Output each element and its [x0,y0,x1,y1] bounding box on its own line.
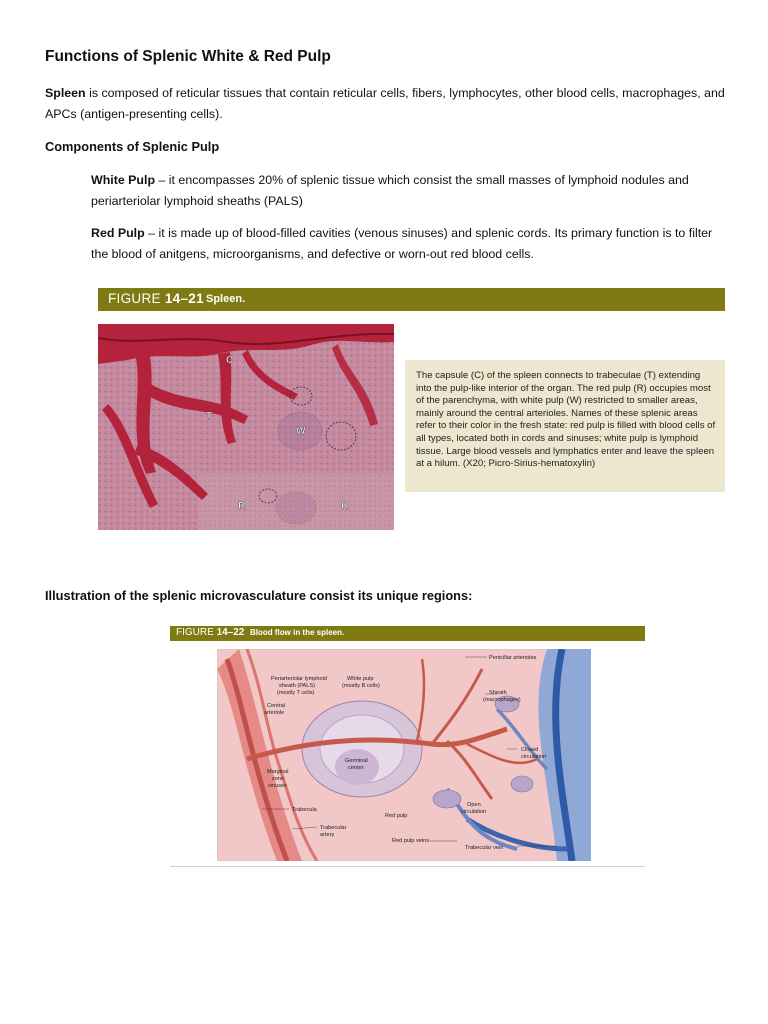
intro-lead: Spleen [45,86,86,100]
illustration-heading: Illustration of the splenic microvasculature consist its unique regions: [45,588,473,603]
label-marginal-3: sinuses [268,783,287,789]
label-pals-2: sheath (PALS) [279,683,315,689]
figure-14-21-number: FIGURE 14–21 [108,291,204,306]
micro-label-c: C [226,355,234,366]
label-red-pulp-veins: Red pulp veins [392,838,430,844]
red-pulp-item [91,223,731,265]
label-germinal-2: center [348,765,364,771]
white-pulp-term: White Pulp [91,173,156,187]
red-pulp-term: Red Pulp [91,226,145,240]
figure-14-21-header [98,288,725,311]
micro-label-r2: R [341,501,349,512]
label-pals-1: Periarteriolar lymphoid [271,676,327,682]
label-germinal-1: Germinal [345,758,368,764]
blood-flow-illustration [217,649,591,861]
label-marginal-2: zone [272,776,285,782]
label-central-1: Central [267,703,286,709]
label-trabecular-vein: Trabecular vein [465,845,504,851]
label-white-pulp-2: (mostly B cells) [342,683,380,689]
label-trabecular-artery-2: artery [320,832,335,838]
label-central-2: arteriole [264,710,285,716]
red-pulp-text: – it is made up of blood-filled cavities (venous sinuses) and splenic cords. Its primary function is to filter the blood of anitgens, microorganisms, and defective or worn-out red blood cells. [91,226,713,261]
white-pulp-item [91,170,731,212]
figure-14-22-number: FIGURE 14–22 [176,627,245,638]
figure-14-22-header [170,626,645,641]
label-open-1: Open [467,802,481,808]
micro-label-w: W [296,426,306,437]
label-open-2: circulation [461,809,487,815]
document-title: Functions of Splenic White & Red Pulp [45,48,331,65]
figure-14-22-title: Blood flow in the spleen. [250,628,345,637]
figure-14-21-caption-box [405,360,725,492]
label-marginal-1: Marginal [267,769,289,775]
spleen-micrograph [98,324,394,530]
label-pals-3: (mostly T cells) [277,690,315,696]
micro-label-r1: R [238,501,246,512]
label-sheath-1: Sheath [489,690,507,696]
intro-paragraph [45,83,725,125]
label-closed-2: circulation [521,754,547,760]
label-trabecular-artery-1: Trabecular [320,825,347,831]
intro-text: is composed of reticular tissues that contain reticular cells, fibers, lymphocytes, other blood cells, macrophages, and APCs (antigen-presenting cells). [45,86,725,121]
label-trabecula: Trabecula [292,807,317,813]
figure-14-21-caption: The capsule (C) of the spleen connects to trabeculae (T) extending into the pulp-like interior of the organ. The red pulp (R) occupies most of the parenchyma, with white pulp (W) restricted to smaller areas, mainly around the central arterioles. Names of these splenic areas refer to their color in the fresh state: red pulp is filled with blood cells of all types, located both in cords and sinuses; white pulp is lymphoid tissue. Large blood vessels and lymphatics enter and leave the spleen at a hilum. (X20; Picro-Sirius-hematoxylin) [416,370,716,470]
label-red-pulp: Red pulp [385,813,408,819]
components-heading: Components of Splenic Pulp [45,139,220,154]
white-pulp-text: – it encompasses 20% of splenic tissue which consist the small masses of lymphoid nodules and periarteriolar lymphoid sheaths (PALS) [91,173,689,208]
label-penicillar: Penicillar arterioles [489,655,537,661]
micro-label-t: T [206,411,213,422]
figure-bottom-rule [170,866,645,867]
figure-14-21-title: Spleen. [206,293,246,305]
label-white-pulp-1: White pulp [347,676,374,682]
label-sheath-2: (macrophages) [483,697,521,703]
label-closed-1: Closed [521,747,539,753]
